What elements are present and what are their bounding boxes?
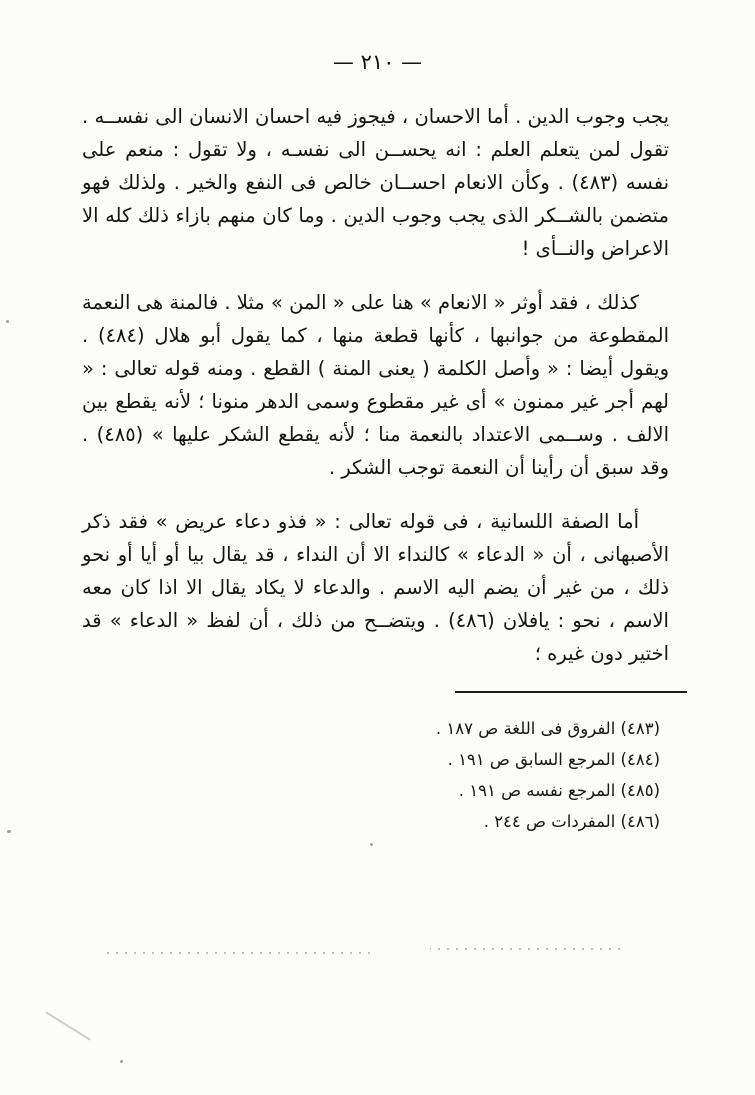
footnote-divider — [455, 691, 687, 693]
footnote-item: (٤٨٤) المرجع السابق ص ١٩١ . — [447, 750, 660, 769]
scan-artifact — [430, 948, 620, 950]
main-text-block — [0, 74, 755, 670]
scan-artifact — [45, 1011, 90, 1040]
footnote-item: (٤٨٥) المرجع نفسه ص ١٩١ . — [458, 781, 660, 800]
paragraph: أما الصفة اللسانية ، فى قوله تعالى : « فذو دعاء عريض » فقد ذكر الأصبهانى ، أن « الدعاء » كالنداء الا أن النداء ، قد يقال بيا أو أيا أو نحو ذلك ، من غير أن يضم اليه الاسم . والدعاء لا يكاد يقال الا اذا كان معه الاسم ، نحو : يافلان (٤٨٦) . ويتضــح من ذلك ، أن لفظ « الدعاء » قد اختير دون غيره ؛ — [82, 510, 669, 665]
paragraph: كذلك ، فقد أوثر « الانعام » هنا على « المن » مثلا . فالمنة هى النعمة المقطوعة من جوانبها ، كأنها قطعة منها ، كما يقول أبو هلال (٤٨٤) . ويقول أيضا : « وأصل الكلمة ( يعنى المنة ) القطع . ومنه قوله تعالى : « لهم أجر غير ممنون » أى غير مقطوع وسمى الدهر منونا ؛ لأنه يقطع بين الالف . وســمى الاعتداد بالنعمة منا ؛ لأنه يقطع الشكر عليها » (٤٨٥) . وقد سبق أن رأينا أن النعمة توجب الشكر . — [82, 291, 669, 479]
paragraph: يجب وجوب الدين . أما الاحسان ، فيجوز فيه احسان الانسان الى نفســه . تقول لمن يتعلم العلم : انه يحســن الى نفسـه ، ولا تقول : منعم على نفسه (٤٨٣) . وكأن الانعام احســان خالص فى النفع والخير . ولذلك فهو متضمن بالشــكر الذى يجب وجوب الدين . وما كان منهم بازاء ذلك كله الا الاعراض والنــأى ! — [82, 105, 670, 260]
scan-artifact — [6, 320, 9, 323]
scan-artifact — [120, 1060, 123, 1063]
scan-artifact — [7, 830, 11, 833]
page-number: — ٢١٠ — — [332, 50, 423, 74]
footnote-item: (٤٨٣) الفروق فى اللغة ص ١٨٧ . — [435, 719, 660, 738]
footnotes-section — [0, 713, 755, 837]
scan-artifact — [370, 843, 373, 846]
footnote-item: (٤٨٦) المفردات ص ٢٤٤ . — [483, 812, 660, 831]
scan-artifact — [100, 952, 370, 954]
